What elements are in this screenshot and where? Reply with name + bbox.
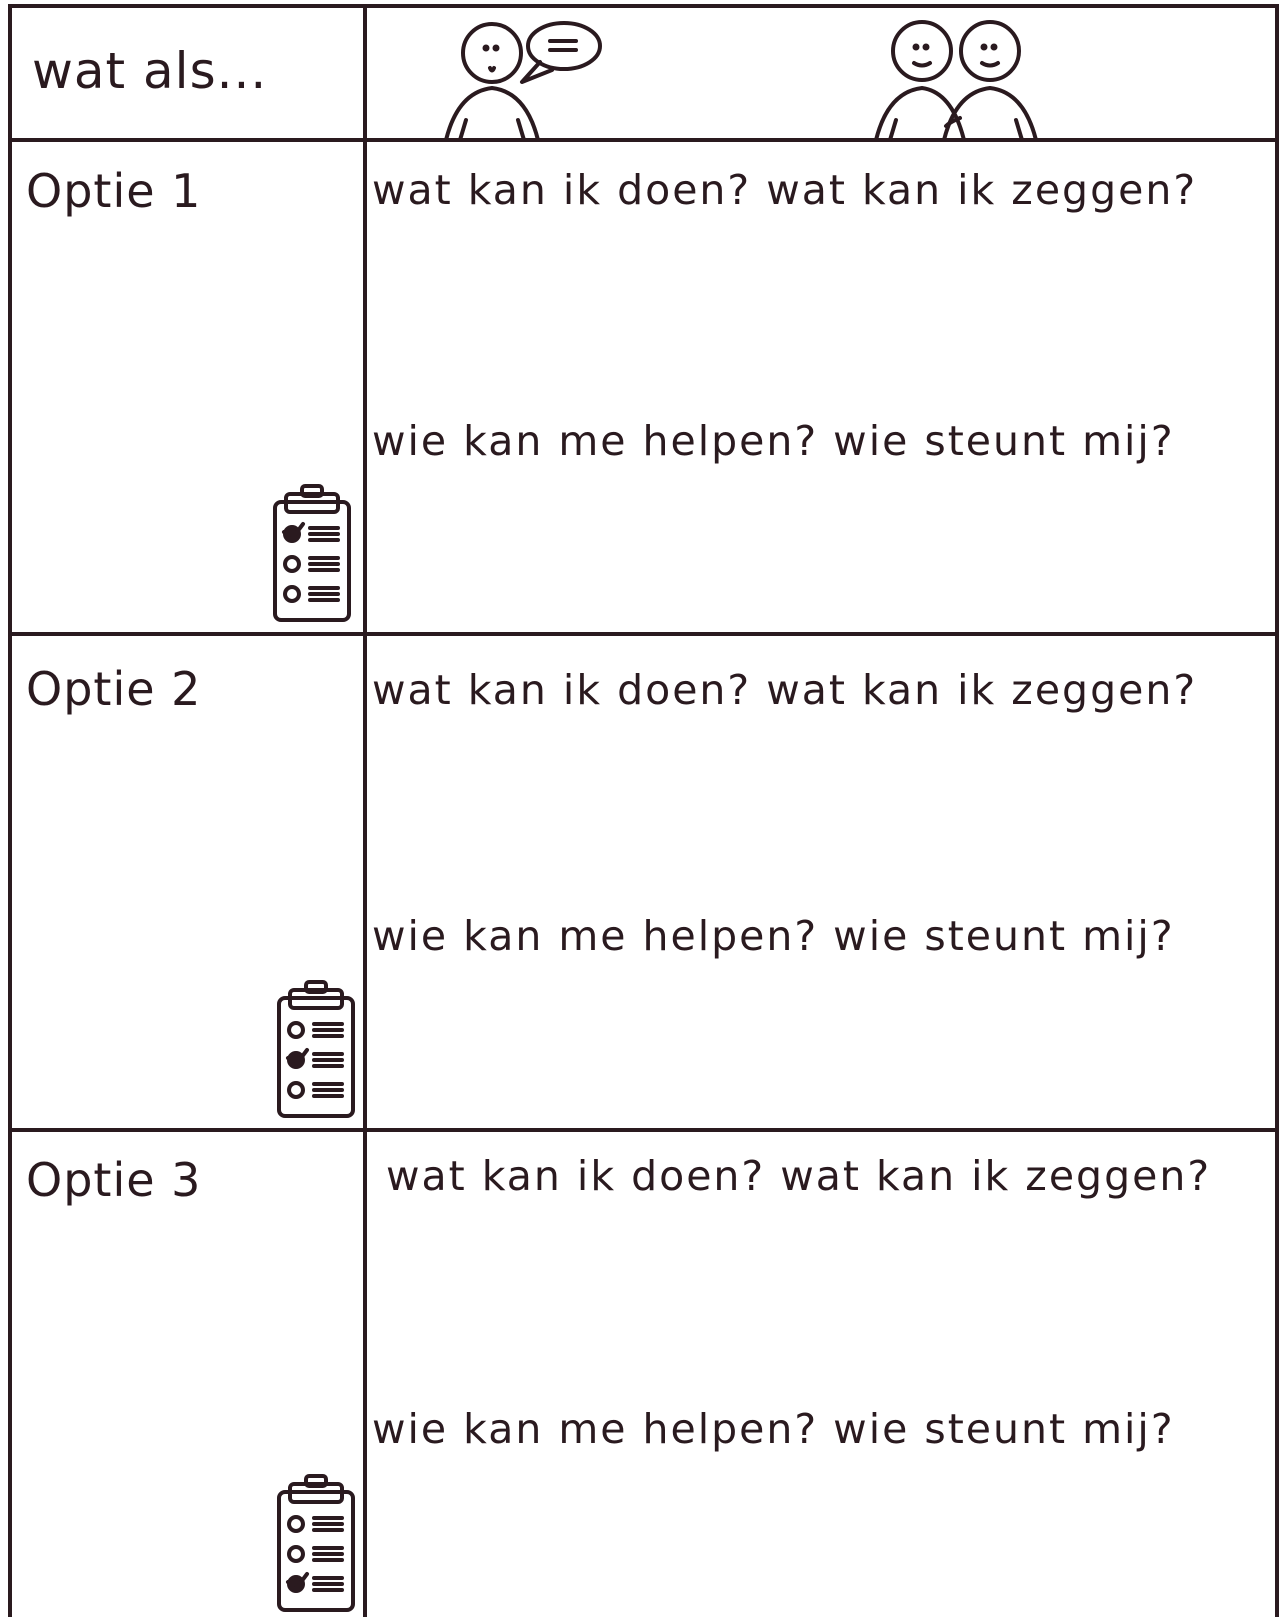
row-divider-2	[8, 1128, 1279, 1132]
table-border-left	[8, 4, 12, 1617]
row-2-question-helpen: wie kan me helpen? wie steunt mij?	[372, 912, 1175, 960]
row-3-question-helpen: wie kan me helpen? wie steunt mij?	[372, 1405, 1175, 1453]
two-people-icon	[872, 18, 1052, 142]
row-3-question-doen: wat kan ik doen? wat kan ik zeggen?	[386, 1152, 1212, 1200]
speaking-person-icon	[440, 20, 610, 142]
column-divider	[363, 4, 367, 1617]
checklist-clipboard-icon	[276, 1474, 356, 1618]
row-3-label: Optie 3	[26, 1153, 202, 1207]
row-2-question-doen: wat kan ik doen? wat kan ik zeggen?	[372, 666, 1198, 714]
row-2-label: Optie 2	[26, 662, 202, 716]
checklist-clipboard-icon	[276, 980, 356, 1124]
row-1-label: Optie 1	[26, 164, 202, 218]
row-1-question-doen: wat kan ik doen? wat kan ik zeggen?	[372, 166, 1198, 214]
row-divider-1	[8, 632, 1279, 636]
table-border-top	[8, 4, 1279, 8]
table-border-right	[1275, 4, 1279, 1617]
checklist-clipboard-icon	[272, 484, 352, 628]
header-divider	[8, 138, 1279, 142]
row-1-question-helpen: wie kan me helpen? wie steunt mij?	[372, 417, 1175, 465]
header-title: wat als...	[32, 42, 268, 100]
